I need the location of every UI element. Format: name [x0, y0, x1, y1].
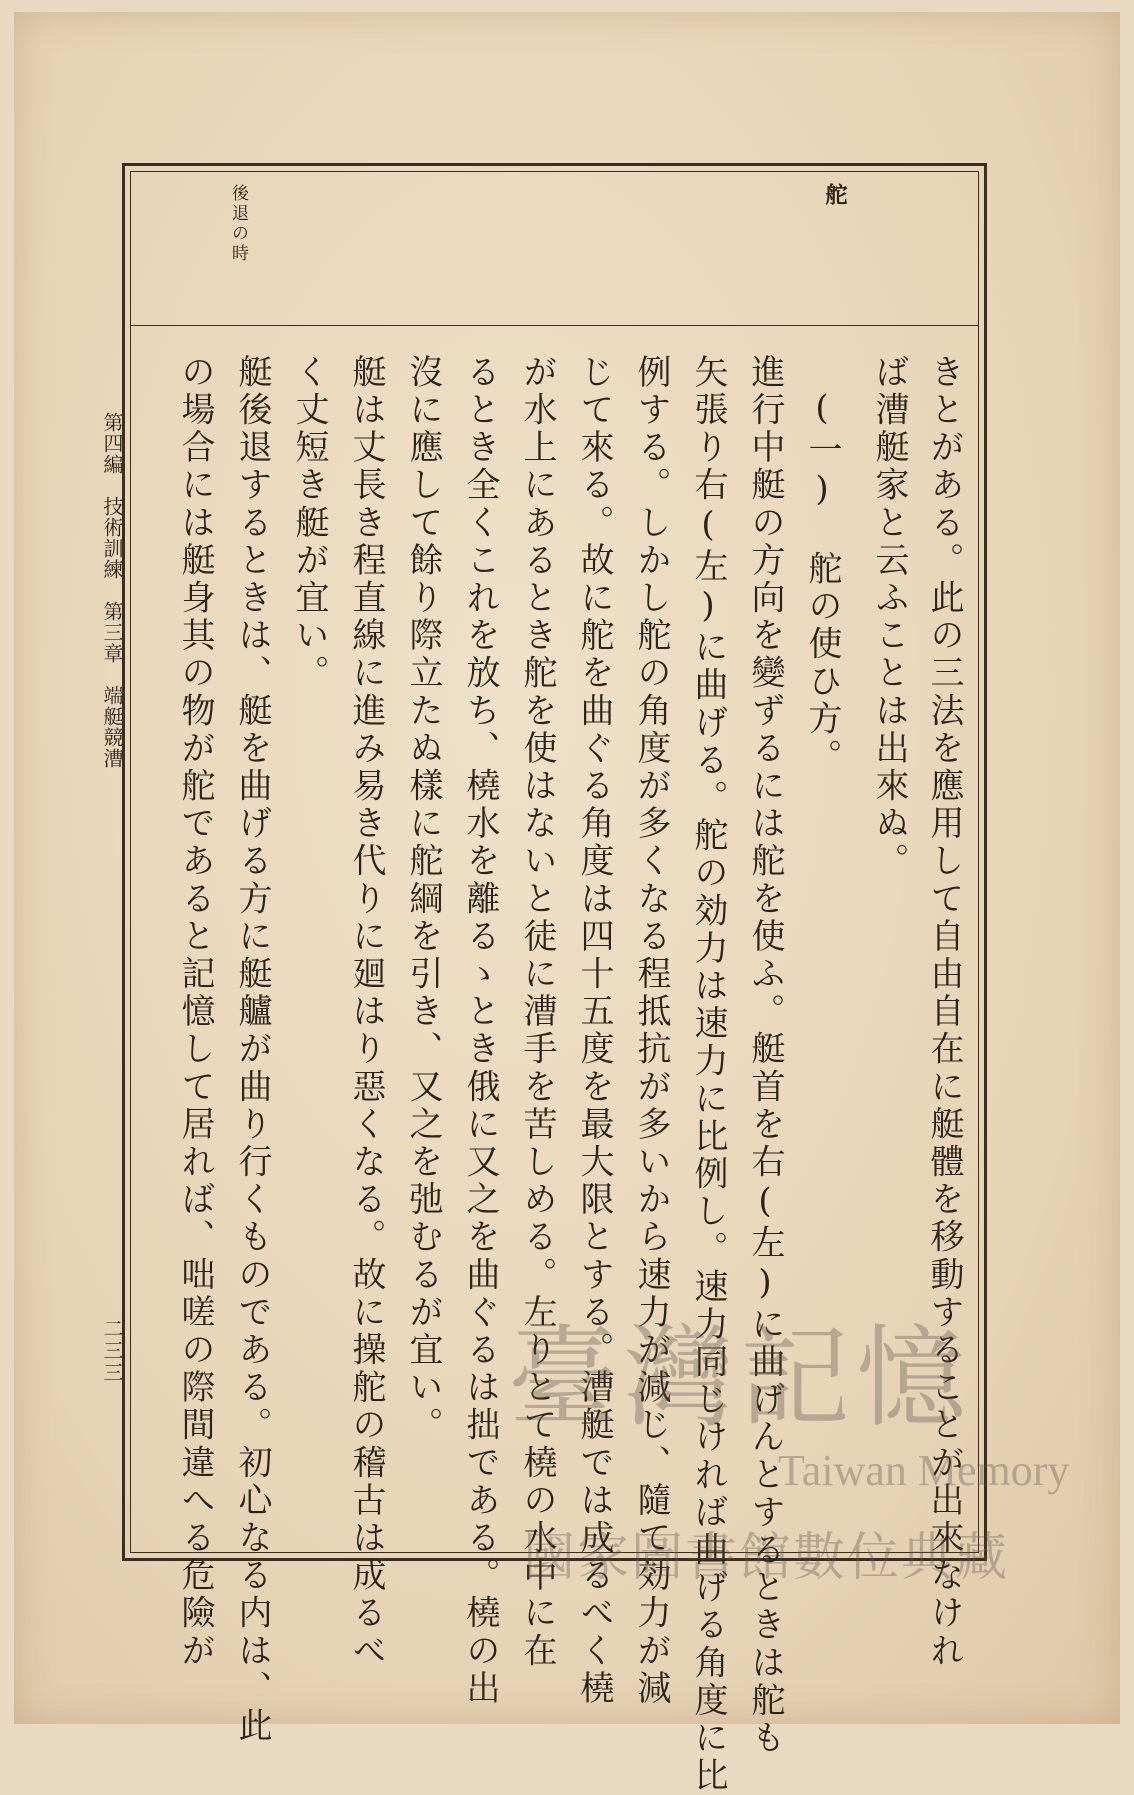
watermark-english: Taiwan Memory — [778, 1446, 1070, 1495]
watermark-main: 臺灣記憶 — [508, 1314, 972, 1442]
header-divider — [130, 325, 979, 326]
watermark-sub: 國家圖書館數位典藏 — [523, 1528, 1010, 1588]
text-column: が水上にあるとき舵を使はないと徒に漕手を苦しめる。左りとて橈の水中に在 — [517, 354, 557, 1670]
text-column: 例する。しかし舵の角度が多くなる程抵抗が多いから速力が減じ、隨て効力が減 — [631, 354, 671, 1708]
text-column: 矢張り右(左)に曲げる。舵の効力は速力に比例し。速力同じければ曲げる角度に比 — [688, 354, 728, 1795]
running-head: 第四編 技術訓練 第三章 端艇競漕 — [100, 412, 124, 769]
text-column: 沒に應して餘り際立たぬ樣に舵綱を引き、又之を弛むるが宜い。 — [403, 354, 443, 1445]
text-column: (一) 舵の使ひ方。 — [802, 388, 842, 776]
text-column: の場合には艇身其の物が舵であると記憶して居れば、咄嗟の際間違へる危險が — [175, 354, 215, 1670]
text-column: じて來る。故に舵を曲ぐる角度は四十五度を最大限とする。漕艇では成るべく橈 — [574, 354, 614, 1708]
text-column: るとき全くこれを放ち、橈水を離るゝとき俄に又之を曲ぐるは拙である。橈の出 — [460, 354, 500, 1708]
text-column: ば漕艇家と云ふことは出來ぬ。 — [869, 354, 909, 881]
header-title: 舵 — [822, 183, 848, 207]
header-side-note: 後退の時 — [228, 184, 248, 264]
text-column: く丈短き艇が宜い。 — [289, 354, 329, 693]
watermark-logo — [508, 1290, 1068, 1620]
text-column: きとがある。此の三法を應用して自由自在に艇體を移動することが出來なけれ — [924, 354, 964, 1670]
text-column: 艇は丈長き程直線に進み易き代りに廻はり惡くなる。故に操舵の稽古は成るべ — [346, 354, 386, 1670]
text-column: 進行中艇の方向を變ずるには舵を使ふ。艇首を右(左)に曲げんとするときは舵も — [745, 354, 785, 1758]
page-number: 二三三 — [100, 1318, 124, 1384]
text-column: 艇後退するときは、艇を曲げる方に艇艫が曲り行くものである。初心なる内は、此 — [232, 354, 272, 1746]
